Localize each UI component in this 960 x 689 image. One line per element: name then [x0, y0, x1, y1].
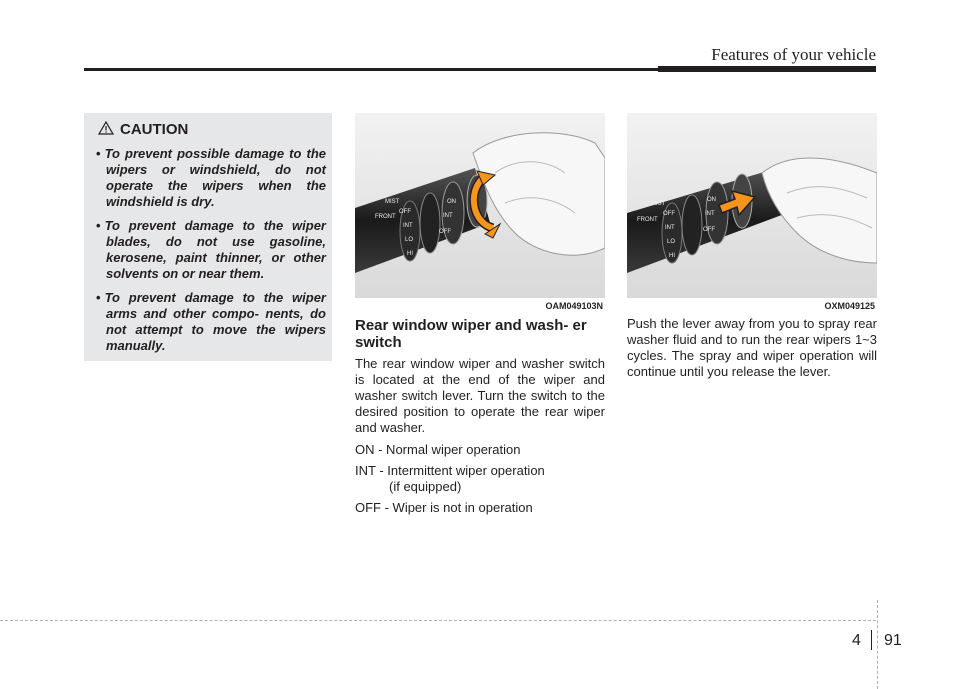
figure-rear-wiper-twist [355, 113, 605, 311]
figure-code: OXM049125 [824, 301, 875, 311]
caution-item: • To prevent damage to the wiper arms and other compo- nents, do not attempt to move the wipers manually. [92, 290, 326, 354]
lever-label: MIST [651, 201, 666, 207]
figure-rear-washer-push [627, 113, 877, 311]
chapter-number: 4 [852, 632, 861, 649]
lever-label: OFF [439, 229, 451, 235]
footer-separator [871, 630, 872, 650]
section-intro: The rear window wiper and washer switch is located at the end of the wiper and washer switch lever. Turn the switch to the desired position to operate the rear wiper and washer. [355, 356, 605, 435]
lever-label: LO [667, 239, 676, 245]
caution-item: • To prevent damage to the wiper blades, do not use gasoline, kerosene, paint thinner, or other solvents on or near them. [92, 218, 326, 282]
lever-label: OFF [703, 227, 715, 233]
lever-push-illustration [627, 113, 877, 298]
section-title: Rear window wiper and wash- er switch [355, 317, 587, 351]
header-rule-accent [658, 66, 876, 72]
lever-label: OFF [663, 211, 675, 217]
lever-label: FRONT [375, 214, 396, 220]
caution-box [84, 113, 332, 361]
lever-label: INT [705, 211, 715, 217]
lever-label: ON [447, 199, 456, 205]
warning-triangle-icon [98, 121, 116, 139]
caution-title: CAUTION [120, 121, 189, 138]
lever-label: HI [407, 251, 413, 257]
mode-text: INT - Intermittent wiper operation [355, 463, 545, 478]
lever-label: INT [665, 225, 675, 231]
mode-item [355, 442, 607, 458]
lever-label: FRONT [637, 217, 658, 223]
footer-rule [0, 620, 876, 621]
lever-label: MIST [385, 199, 400, 205]
lever-label: OFF [399, 209, 411, 215]
push-instructions: Push the lever away from you to spray rear washer fluid and to run the rear wipers 1~3 cycles. The spray and wiper operation will continue until you release the lever. [627, 316, 877, 379]
footer-crop-line [877, 600, 878, 689]
lever-label: LO [405, 237, 414, 243]
mode-text: OFF - Wiper is not in operation [355, 500, 533, 515]
mode-item [355, 500, 607, 516]
figure-code: OAM049103N [545, 301, 603, 311]
mode-list [355, 442, 607, 521]
caution-list [92, 146, 326, 362]
page-number: 91 [884, 632, 902, 649]
lever-twist-illustration [355, 113, 605, 298]
lever-label: INT [403, 223, 413, 229]
mode-text: ON - Normal wiper operation [355, 442, 521, 457]
caution-heading [98, 121, 188, 139]
mode-item [355, 463, 607, 495]
caution-item: • To prevent possible damage to the wipers or windshield, do not operate the wipers when the windshield is dry. [92, 146, 326, 210]
lever-label: HI [669, 253, 675, 259]
mode-note: (if equipped) [389, 479, 462, 494]
lever-label: ON [707, 197, 716, 203]
header-title: Features of your vehicle [711, 45, 876, 64]
lever-label: INT [443, 213, 453, 219]
